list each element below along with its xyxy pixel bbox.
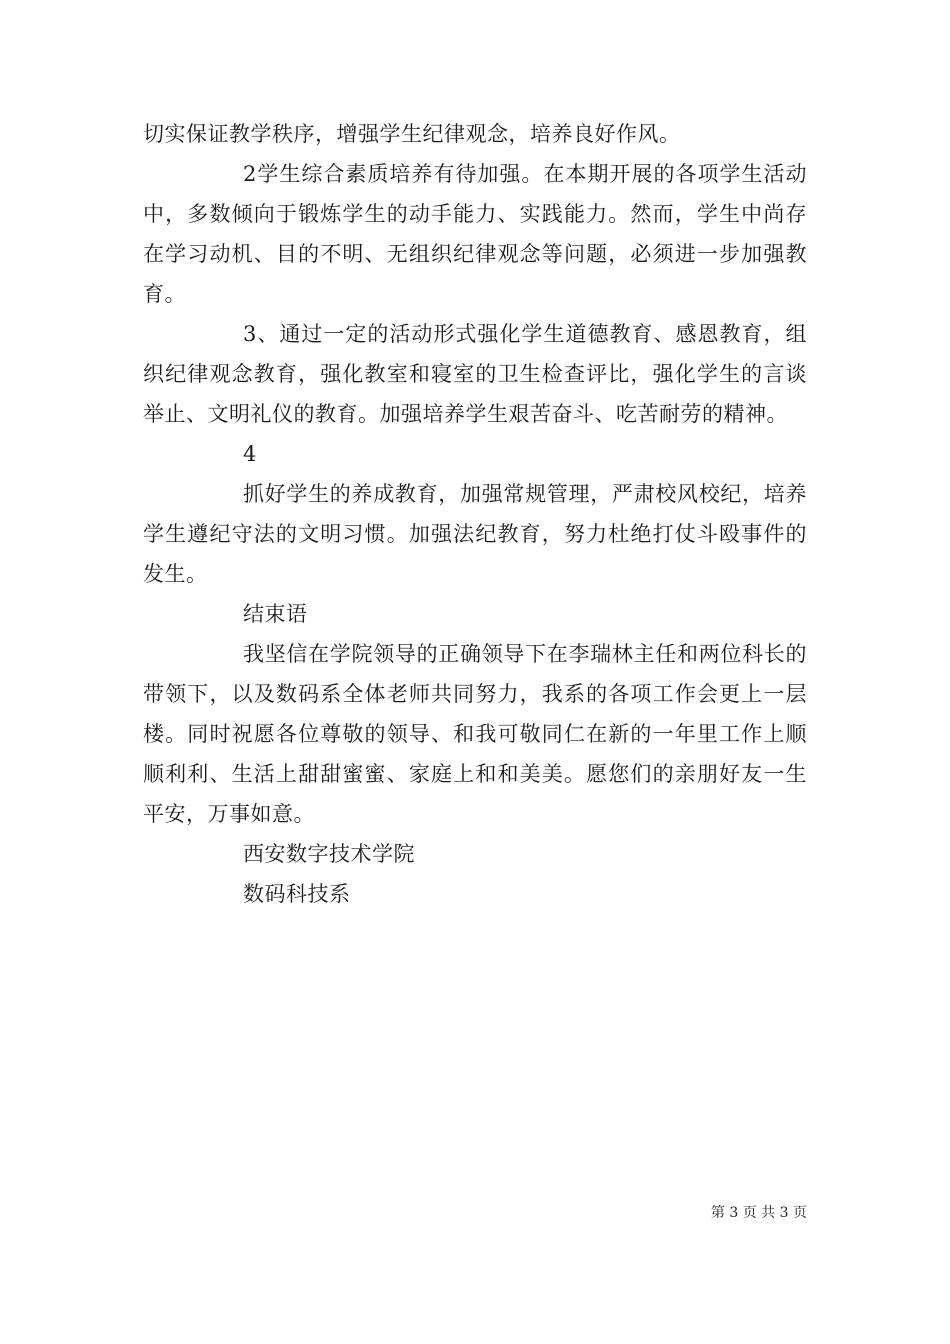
- closing-paragraph: 我坚信在学院领导的正确领导下在李瑞林主任和两位科长的带领下，以及数码系全体老师共同努力，我系的各项工作会更上一层楼。同时祝愿各位尊敬的领导、和我可敬同仁在新的一年里工作上顺顺利利、生活上甜甜蜜蜜、家庭上和和美美。愿您们的亲朋好友一生平安，万事如意。: [143, 642, 807, 826]
- page-number-footer: 第 3 页 共 3 页: [710, 1205, 807, 1221]
- closing-heading: 结束语: [243, 602, 308, 626]
- paragraph-number-4: 4: [243, 442, 257, 466]
- paragraph-continuation: 切实保证教学秩序，增强学生纪律观念，培养良好作风。: [143, 122, 681, 146]
- paragraph-item-3: 3、通过一定的活动形式强化学生道德教育、感恩教育，组织纪律观念教育，强化教室和寝室的卫生检查评比，强化学生的言谈举止、文明礼仪的教育。加强培养学生艰苦奋斗、吃苦耐劳的精神。: [143, 322, 807, 426]
- paragraph-item-4: 抓好学生的养成教育，加强常规管理，严肃校风校纪，培养学生遵纪守法的文明习惯。加强法纪教育，努力杜绝打仗斗殴事件的发生。: [143, 482, 807, 586]
- document-body: [143, 114, 807, 914]
- paragraph-item-2: 2学生综合素质培养有待加强。在本期开展的各项学生活动中，多数倾向于锻炼学生的动手能力、实践能力。然而，学生中尚存在学习动机、目的不明、无组织纪律观念等问题，必须进一步加强教育。: [143, 162, 807, 306]
- signature-institution: 西安数字技术学院: [243, 842, 415, 866]
- signature-department: 数码科技系: [243, 882, 351, 906]
